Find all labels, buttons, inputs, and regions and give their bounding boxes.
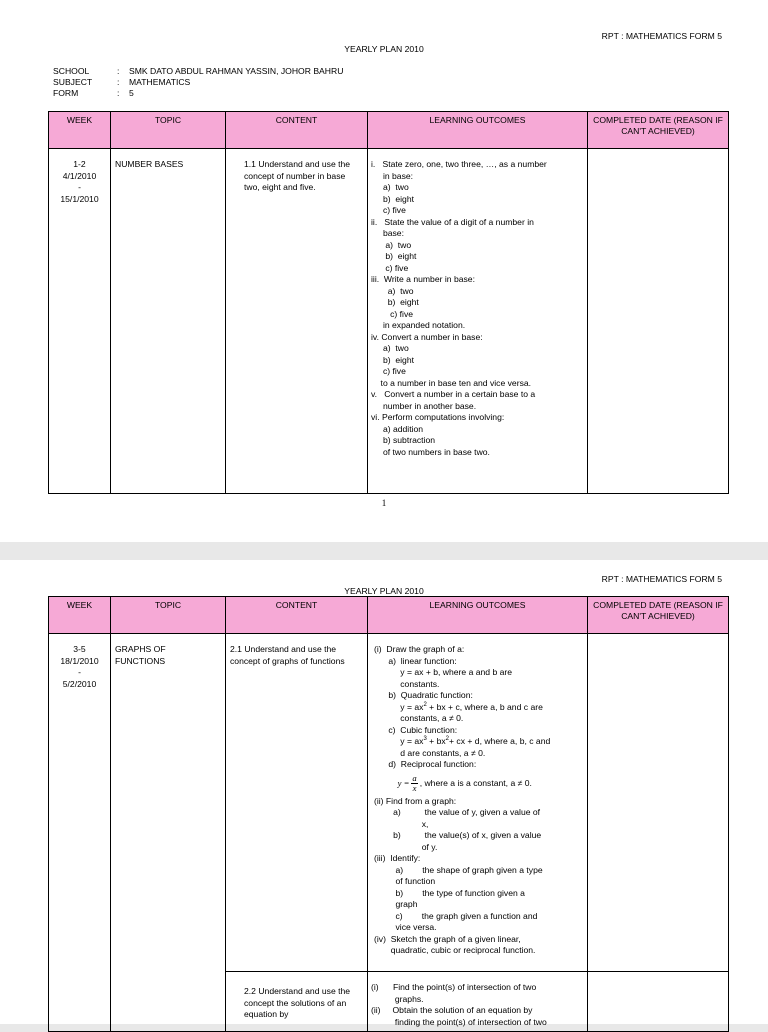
outcome-line: b) Quadratic function: bbox=[374, 690, 473, 700]
equation-text: + cx + d, where a, b, c and bbox=[449, 736, 551, 746]
outcome-line: in expanded notation. bbox=[371, 320, 466, 330]
equation-text: y = ax bbox=[374, 736, 424, 746]
outcome-line: of two numbers in base two. bbox=[371, 446, 490, 457]
week-dash: - bbox=[78, 667, 81, 677]
col-topic: TOPIC bbox=[111, 112, 226, 149]
subject-label: SUBJECT bbox=[53, 77, 93, 87]
form-value: 5 bbox=[129, 88, 134, 98]
plan-table-1 bbox=[48, 111, 729, 494]
outcome-line: a) two bbox=[371, 285, 414, 296]
equation-text: y = ax bbox=[374, 701, 424, 712]
outcome-line: constants. bbox=[374, 678, 440, 689]
col-topic: TOPIC bbox=[111, 597, 226, 634]
outcome-line: b) eight bbox=[371, 251, 417, 261]
colon: : bbox=[117, 77, 120, 87]
week-end: 15/1/2010 bbox=[60, 193, 99, 204]
col-completed-date: COMPLETED DATE (REASON IF CAN'T ACHIEVED) bbox=[588, 112, 729, 149]
outcome-line: (i) Draw the graph of a: bbox=[374, 644, 465, 654]
outcomes-cell bbox=[368, 149, 588, 494]
outcome-line: a) linear function: bbox=[374, 655, 457, 666]
week-cell bbox=[49, 149, 111, 494]
outcome-line: b) eight bbox=[371, 354, 414, 365]
week-start: 18/1/2010 bbox=[60, 655, 99, 666]
outcome-line: c) the graph given a function and bbox=[374, 910, 538, 921]
equation-text: , where a is a constant, a ≠ 0. bbox=[419, 777, 532, 788]
subject-value: MATHEMATICS bbox=[129, 77, 191, 87]
exponent: 2 bbox=[423, 701, 427, 708]
outcome-line: graphs. bbox=[371, 993, 424, 1004]
outcome-line: (iii) Identify: bbox=[374, 853, 421, 863]
outcome-line: y = ax + b, where a and b are bbox=[374, 667, 513, 677]
outcome-line: b) eight bbox=[371, 297, 419, 307]
outcome-line: a) the shape of graph given a type bbox=[374, 864, 543, 875]
completed-cell bbox=[588, 972, 729, 1032]
content-cell: 2.1 Understand and use the concept of graphs of functions bbox=[226, 634, 368, 972]
completed-cell bbox=[588, 634, 729, 972]
school-label: SCHOOL bbox=[53, 66, 90, 76]
plan-table-2 bbox=[48, 596, 729, 1032]
colon: : bbox=[117, 88, 120, 98]
exponent: 2 bbox=[445, 736, 449, 743]
topic-line: FUNCTIONS bbox=[115, 655, 166, 666]
topic-line: GRAPHS OF bbox=[115, 644, 166, 654]
col-week: WEEK bbox=[49, 597, 111, 634]
content-cell: 1.1 Understand and use the concept of number in base two, eight and five. bbox=[226, 149, 368, 494]
table-row bbox=[49, 634, 729, 972]
outcome-line: finding the point(s) of intersection of two bbox=[371, 1016, 547, 1027]
outcome-line bbox=[374, 702, 583, 714]
outcome-line: graph bbox=[374, 899, 418, 909]
outcome-line: b) subtraction bbox=[371, 435, 436, 445]
outcome-line: c) five bbox=[371, 308, 414, 319]
header-row bbox=[49, 597, 729, 634]
outcome-line: b) eight bbox=[371, 193, 414, 204]
meta-block bbox=[53, 66, 343, 99]
col-learning-outcomes: LEARNING OUTCOMES bbox=[368, 597, 588, 634]
outcome-line: c) five bbox=[371, 262, 409, 273]
week-dash: - bbox=[78, 182, 81, 192]
col-completed-date: COMPLETED DATE (REASON IF CAN'T ACHIEVED) bbox=[588, 597, 729, 634]
outcome-line: v. Convert a number in a certain base to a bbox=[371, 389, 536, 399]
week-number: 3-5 bbox=[73, 644, 86, 654]
col-content: CONTENT bbox=[226, 597, 368, 634]
fraction-denominator: x bbox=[412, 782, 417, 793]
equation-text: + bx bbox=[426, 736, 446, 746]
form-label: FORM bbox=[53, 88, 79, 98]
topic-cell bbox=[111, 634, 226, 1032]
exponent: 3 bbox=[423, 736, 427, 743]
page-title: YEARLY PLAN 2010 bbox=[344, 44, 424, 54]
outcome-line: i. State zero, one, two three, …, as a number bbox=[371, 159, 547, 169]
outcome-line: a) addition bbox=[371, 423, 424, 434]
outcome-line: b) the value(s) of x, given a value bbox=[374, 830, 542, 840]
outcome-line: of function bbox=[374, 876, 436, 886]
outcome-line bbox=[374, 774, 583, 793]
equation-text: + bx + c, where a, b and c are bbox=[426, 701, 543, 712]
header-row bbox=[49, 112, 729, 149]
week-number: 1-2 bbox=[73, 159, 86, 169]
fraction-numerator: a bbox=[412, 772, 417, 783]
outcome-line: (ii) Find from a graph: bbox=[374, 795, 457, 806]
page-number: 1 bbox=[381, 498, 387, 508]
equation-text: y = bbox=[374, 777, 410, 788]
page-2 bbox=[0, 560, 768, 1027]
outcomes-cell bbox=[368, 634, 588, 972]
outcome-line: vice versa. bbox=[374, 922, 437, 932]
school-value: SMK DATO ABDUL RAHMAN YASSIN, JOHOR BAHRU bbox=[129, 66, 344, 76]
outcome-line: to a number in base ten and vice versa. bbox=[371, 377, 532, 388]
outcome-line: c) Cubic function: bbox=[374, 724, 458, 735]
outcome-line: of y. bbox=[374, 841, 438, 852]
week-cell bbox=[49, 634, 111, 1032]
outcome-line: (iv) Sketch the graph of a given linear, bbox=[374, 933, 521, 944]
outcome-line bbox=[374, 736, 583, 748]
col-content: CONTENT bbox=[226, 112, 368, 149]
header-rpt: RPT : MATHEMATICS FORM 5 bbox=[601, 574, 722, 584]
outcome-line: c) five bbox=[371, 366, 406, 376]
col-learning-outcomes: LEARNING OUTCOMES bbox=[368, 112, 588, 149]
outcome-line: constants, a ≠ 0. bbox=[374, 713, 464, 723]
outcome-line: x, bbox=[374, 818, 429, 829]
colon: : bbox=[117, 66, 120, 76]
outcome-line: a) the value of y, given a value of bbox=[374, 807, 541, 817]
outcome-line: d are constants, a ≠ 0. bbox=[374, 747, 486, 758]
outcomes-cell bbox=[368, 972, 588, 1032]
outcome-line: b) the type of function given a bbox=[374, 887, 525, 898]
outcome-line: quadratic, cubic or reciprocal function. bbox=[374, 945, 536, 955]
fraction bbox=[411, 774, 417, 793]
outcome-line: c) five bbox=[371, 205, 406, 215]
outcome-line: base: bbox=[371, 228, 404, 238]
week-end: 5/2/2010 bbox=[62, 678, 97, 689]
outcome-line: (i) Find the point(s) of intersection of two bbox=[371, 982, 537, 992]
outcome-line: (ii) Obtain the solution of an equation by bbox=[371, 1005, 533, 1015]
content-cell: 2.2 Understand and use the concept the solutions of an equation by bbox=[226, 972, 368, 1032]
outcome-line: in base: bbox=[371, 170, 414, 181]
page-title: YEARLY PLAN 2010 bbox=[344, 586, 424, 596]
outcome-line: iii. Write a number in base: bbox=[371, 274, 475, 284]
outcome-line: a) two bbox=[371, 182, 409, 192]
col-week: WEEK bbox=[49, 112, 111, 149]
table-row bbox=[49, 149, 729, 494]
completed-cell bbox=[588, 149, 729, 494]
outcome-line: number in another base. bbox=[371, 400, 477, 411]
outcome-line: a) two bbox=[371, 239, 412, 250]
topic-cell: NUMBER BASES bbox=[111, 149, 226, 494]
outcome-line: iv. Convert a number in base: bbox=[371, 331, 483, 342]
header-rpt: RPT : MATHEMATICS FORM 5 bbox=[601, 31, 722, 41]
outcome-line: a) two bbox=[371, 343, 409, 353]
week-start: 4/1/2010 bbox=[62, 170, 97, 181]
outcome-line: d) Reciprocal function: bbox=[374, 759, 477, 769]
outcome-line: vi. Perform computations involving: bbox=[371, 412, 505, 422]
outcome-line: ii. State the value of a digit of a number in bbox=[371, 216, 534, 227]
